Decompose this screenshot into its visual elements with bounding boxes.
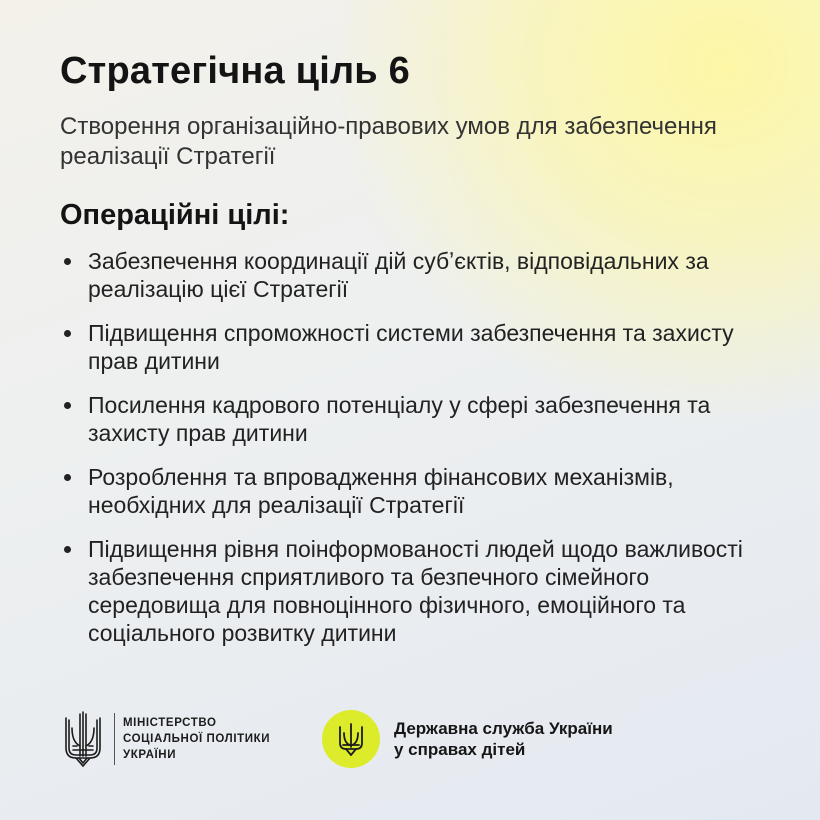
list-item — [60, 247, 780, 303]
ministry-name-line: МІНІСТЕРСТВО — [123, 717, 217, 729]
goal-text: Підвищення спроможності системи забезпечення та захисту прав дитини — [88, 320, 734, 374]
goal-text: Підвищення рівня поінформованості людей щодо важливості забезпечення сприятливого та безпечного сімейного середовища для повноцінного фізичного, емоційного та соціального розвитку дитини — [88, 536, 743, 646]
service-name — [394, 718, 613, 760]
bullet-icon — [64, 258, 71, 265]
trident-icon — [336, 721, 366, 757]
service-emblem — [322, 710, 380, 768]
list-item — [60, 535, 780, 647]
goal-text: Забезпечення координації дій субʼєктів, відповідальних за реалізацію цієї Стратегії — [88, 248, 709, 302]
ministry-name-line: СОЦІАЛЬНОЇ ПОЛІТИКИ — [123, 733, 271, 745]
bullet-icon — [64, 402, 71, 409]
page-title: Стратегічна ціль 6 — [60, 50, 410, 92]
service-name-line: у справах дітей — [394, 740, 526, 759]
logo-divider — [114, 713, 115, 765]
service-name-line: Державна служба України — [394, 719, 613, 738]
bullet-icon — [64, 474, 71, 481]
list-item — [60, 391, 780, 447]
ministry-logo — [60, 708, 270, 770]
list-item — [60, 319, 780, 375]
goal-text: Розроблення та впровадження фінансових механізмів, необхідних для реалізації Стратегії — [88, 464, 674, 518]
footer — [60, 706, 760, 774]
list-item — [60, 463, 780, 519]
ministry-name — [123, 715, 270, 763]
trident-lines-icon — [60, 708, 106, 770]
bullet-icon — [64, 546, 71, 553]
bullet-icon — [64, 330, 71, 337]
page-subtitle: Створення організаційно-правових умов для забезпечення реалізації Стратегії — [60, 113, 717, 170]
section-title: Операційні цілі: — [60, 199, 290, 231]
ministry-name-line: УКРАЇНИ — [123, 749, 177, 761]
operational-goals-list — [60, 247, 780, 663]
children-service-logo — [322, 710, 613, 768]
goal-text: Посилення кадрового потенціалу у сфері забезпечення та захисту прав дитини — [88, 392, 711, 446]
